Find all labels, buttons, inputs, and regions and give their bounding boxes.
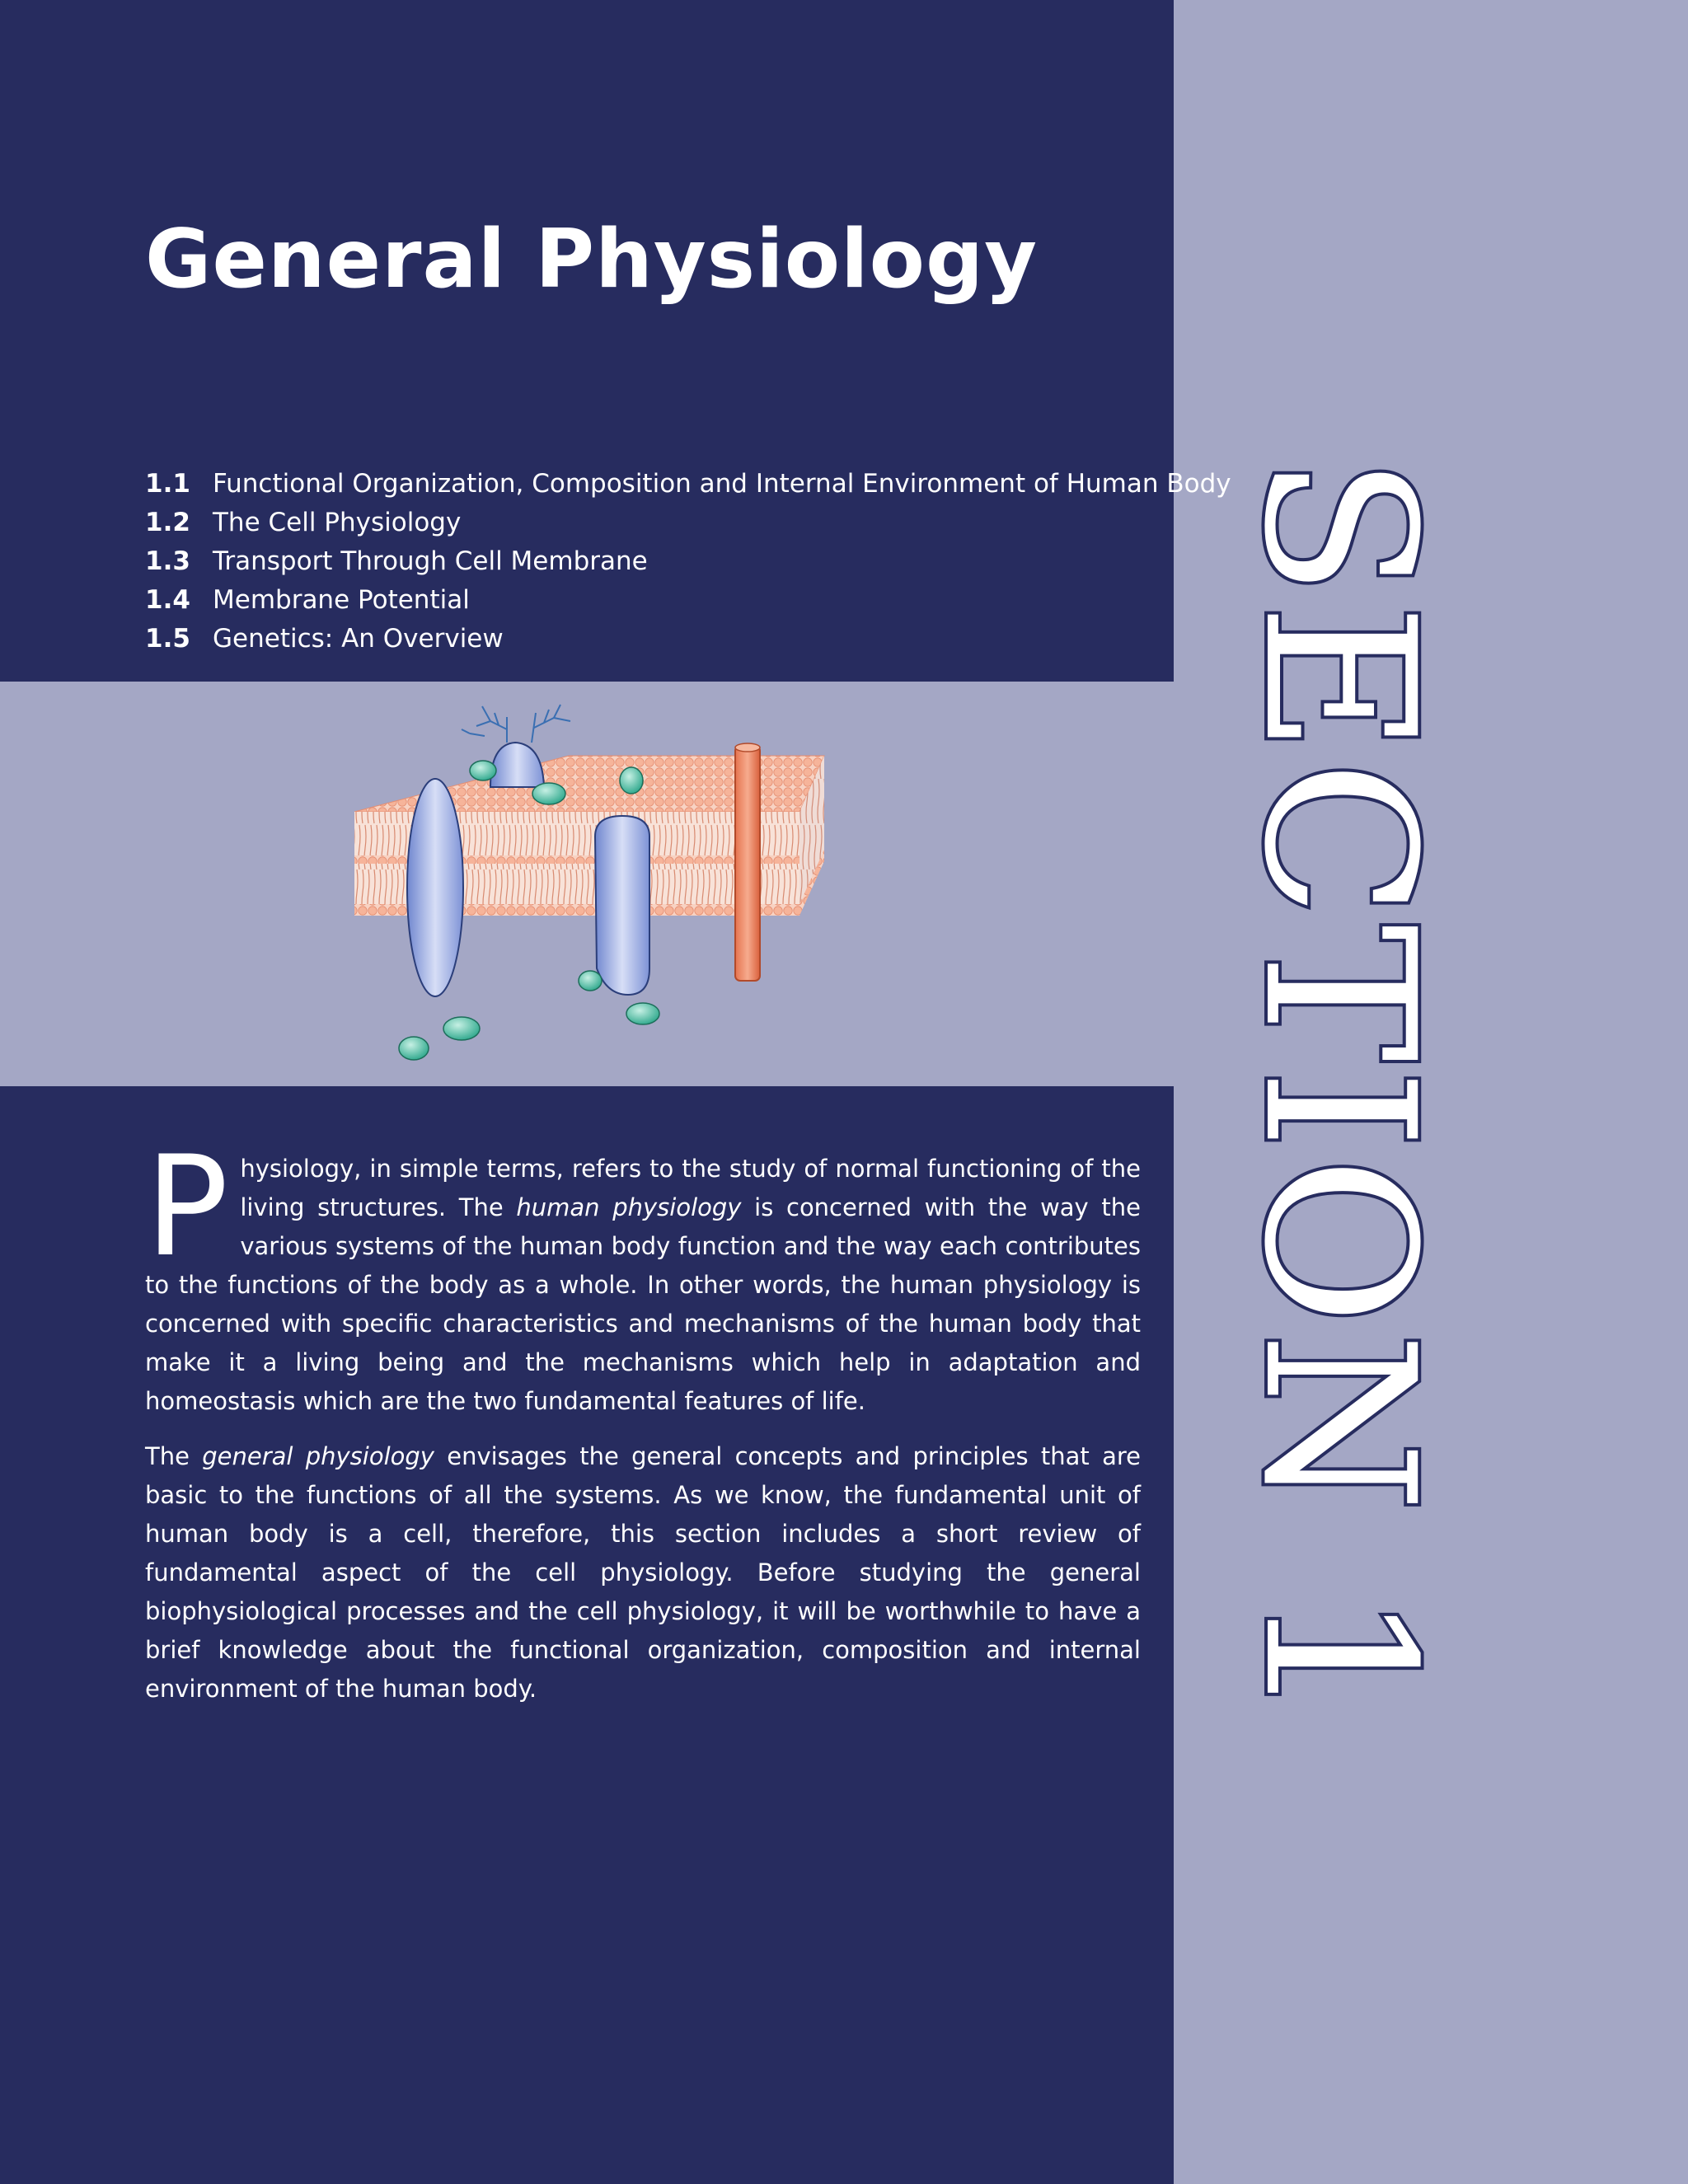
paragraph: [145, 1126, 1141, 1421]
paragraph-text: is concerned with the way the various systems of the human body function and the way each contributes to the functions of the body as a whole. In other words, the human physiology is concerned with specific characteristics and mechanisms of the human body that make it a living being and the mechanisms which help in adaptation and homeostasis which are the two fundamental features of life.: [145, 1193, 1141, 1415]
toc-number: 1.3: [145, 546, 190, 576]
paragraph-text: hysiology, in simple terms, refers to the study of normal functioning of the living structures. The: [240, 1155, 1141, 1221]
paragraph-text: The: [145, 1442, 203, 1470]
paragraph: [145, 1437, 1141, 1708]
paragraph-text: envisages the general concepts and principles that are basic to the functions of all the systems. As we know, the fundamental unit of human body is a cell, therefore, this section includes a short review of fundamental aspect of the cell physiology. Before studying the general biophysiological processes and the cell physiology, it will be worthwhile to have a brief knowledge about the functional organization, composition and internal environment of the human body.: [145, 1442, 1141, 1703]
toc-number: 1.5: [145, 624, 190, 654]
table-of-contents: [145, 465, 1231, 658]
drop-cap: P: [145, 1126, 229, 1287]
toc-label: Functional Organization, Composition and Internal Environment of Human Body: [213, 469, 1231, 499]
section-number-label: SECTION 1: [1219, 455, 1459, 1729]
toc-item[interactable]: [145, 542, 1231, 581]
toc-number: 1.4: [145, 585, 190, 615]
toc-item[interactable]: [145, 465, 1231, 504]
toc-number: 1.2: [145, 508, 190, 537]
emphasis-term: human physiology: [516, 1193, 742, 1221]
toc-label: The Cell Physiology: [213, 508, 462, 537]
toc-label: Transport Through Cell Membrane: [213, 546, 648, 576]
toc-label: Membrane Potential: [213, 585, 470, 615]
cell-membrane-illustration: [338, 688, 832, 1076]
intro-text: [145, 1126, 1141, 1725]
toc-item[interactable]: [145, 504, 1231, 542]
emphasis-term: general physiology: [202, 1442, 434, 1470]
toc-number: 1.1: [145, 469, 190, 499]
page-title: General Physiology: [145, 213, 1038, 307]
toc-item[interactable]: [145, 620, 1231, 658]
toc-item[interactable]: [145, 581, 1231, 620]
toc-label: Genetics: An Overview: [213, 624, 504, 654]
